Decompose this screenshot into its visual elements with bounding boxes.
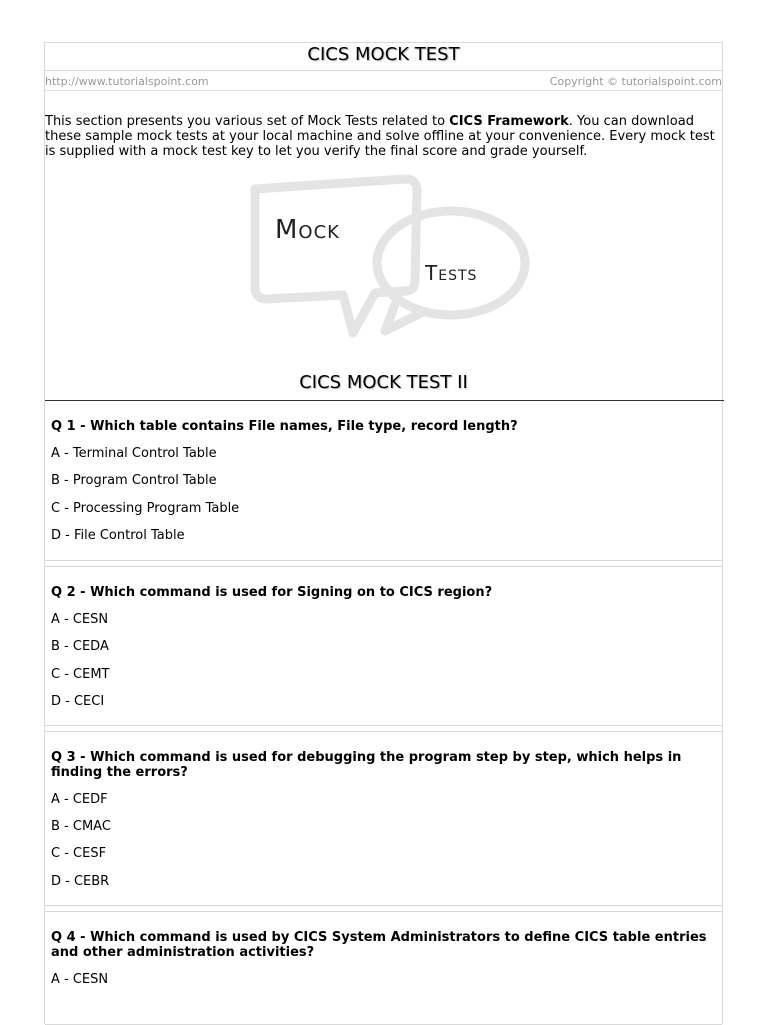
answer-option: C - CEMT [51, 667, 110, 682]
intro-text-1: This section presents you various set of Mock Tests related to [45, 114, 450, 129]
question-text: Q 3 - Which command is used for debugging the program step by step, which helps in finding the errors? [51, 750, 682, 780]
intro-bold: CICS Framework [449, 114, 569, 129]
mock-tests-logo [235, 171, 535, 346]
logo-word-tests: Tests [425, 261, 478, 285]
answer-option: D - CEBR [51, 874, 110, 889]
answer-option: C - Processing Program Table [51, 501, 240, 516]
header-copyright: Copyright © tutorialspoint.com [549, 75, 722, 88]
header-divider [45, 90, 722, 91]
question-block [45, 911, 722, 1025]
question-block [45, 731, 722, 906]
answer-option: B - CMAC [51, 819, 111, 834]
speech-bubbles-icon [235, 171, 535, 346]
answer-option: B - CEDA [51, 639, 109, 654]
question-text: Q 1 - Which table contains File names, File type, record length? [51, 419, 518, 434]
answer-option: D - CECI [51, 694, 105, 709]
logo-word-mock: Mock [275, 215, 340, 245]
answer-option: A - CEDF [51, 792, 108, 807]
intro-text-2: . You can download these sample mock tests at your local machine and solve offline at your convenience. Every mock test is supplied with a mock test key to let you verify the final score and grade yourself. [45, 114, 715, 159]
section-title: CICS MOCK TEST II [299, 372, 468, 393]
answer-option: A - Terminal Control Table [51, 446, 217, 461]
answer-option: B - Program Control Table [51, 473, 217, 488]
intro-paragraph [45, 114, 724, 159]
answer-option: A - CESN [51, 612, 109, 627]
question-text: Q 4 - Which command is used by CICS System Administrators to define CICS table entries and other administration activities? [51, 930, 707, 960]
document-page [44, 42, 723, 1024]
question-text: Q 2 - Which command is used for Signing on to CICS region? [51, 585, 493, 600]
header-url: http://www.tutorialspoint.com [45, 75, 209, 88]
question-block [45, 566, 722, 726]
page-title: CICS MOCK TEST [45, 43, 722, 71]
answer-option: D - File Control Table [51, 528, 185, 543]
answer-option: A - CESN [51, 972, 109, 987]
answer-option: C - CESF [51, 846, 107, 861]
question-block [45, 401, 722, 561]
